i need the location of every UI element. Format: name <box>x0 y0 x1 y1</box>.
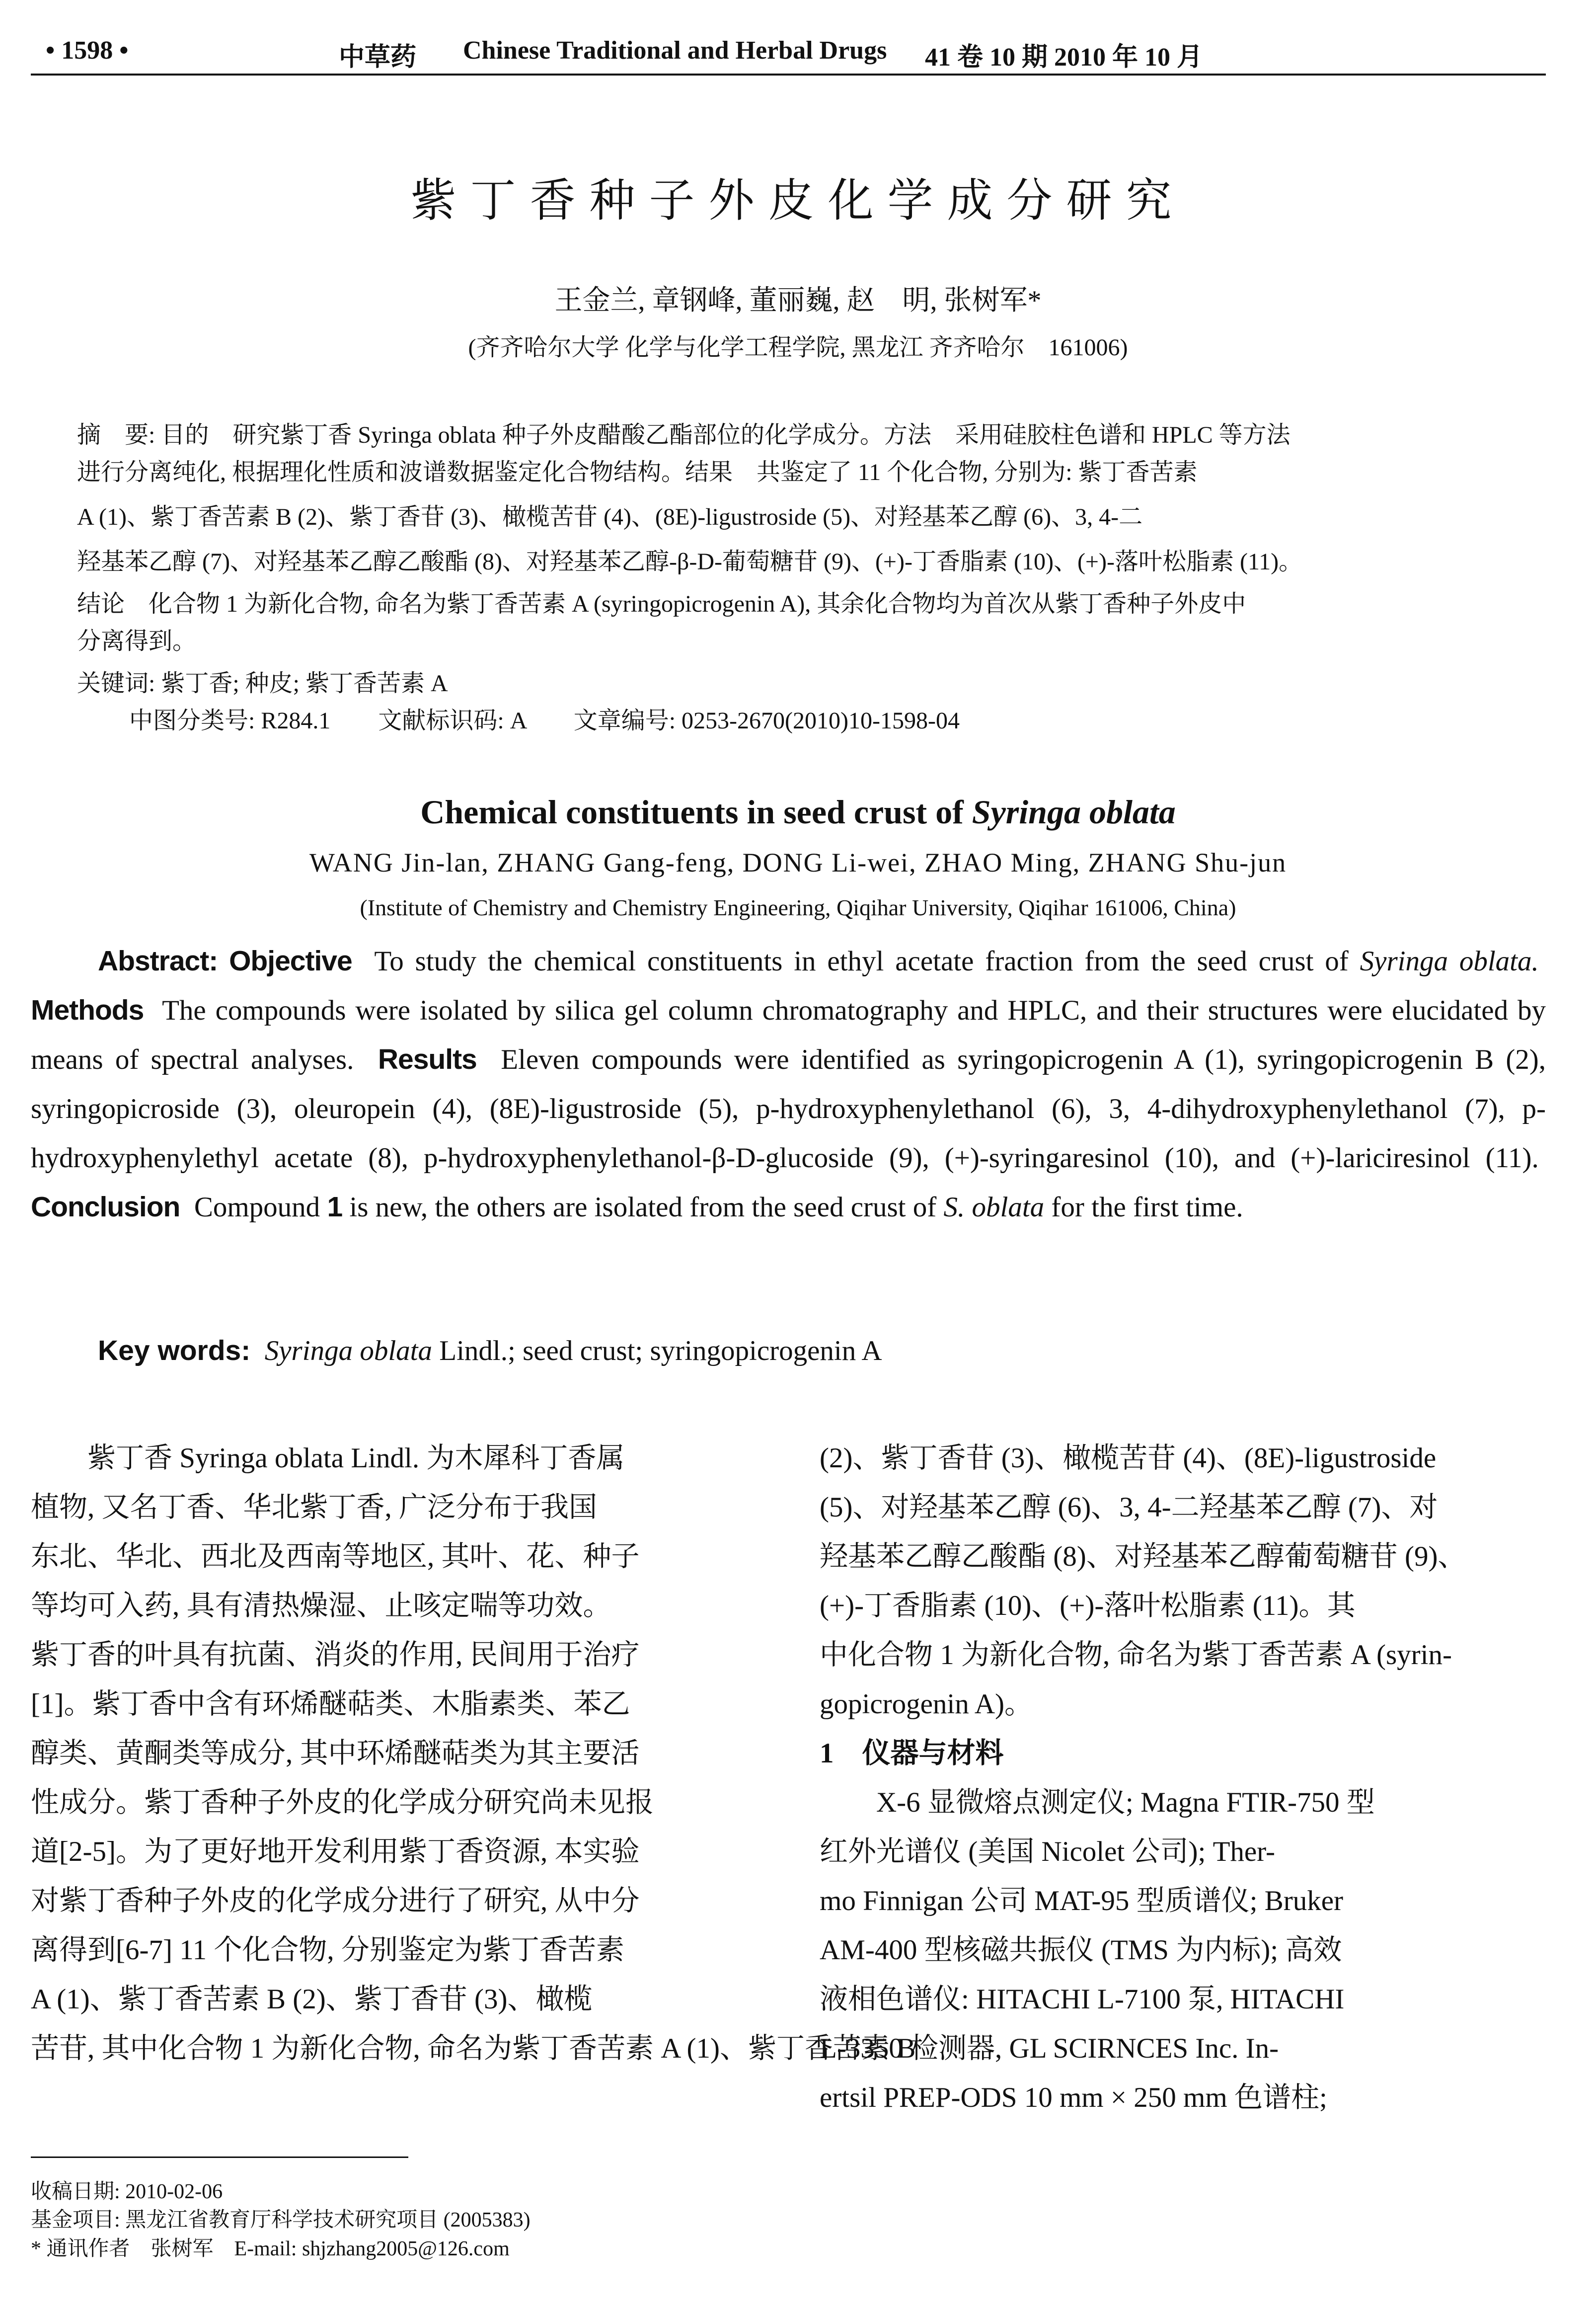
chinese-title: 紫丁香种子外皮化学成分研究 <box>410 175 1186 226</box>
objective-species: Syringa oblata. <box>1360 946 1539 977</box>
chinese-abstract-line: 结论 化合物 1 为新化合物, 命名为紫丁香苦素 A (syringopicrogenin A), 其余化合物均为首次从紫丁香种子外皮中 <box>77 591 1246 617</box>
english-title <box>0 793 1596 832</box>
english-affiliation: (Institute of Chemistry and Chemistry Engineering, Qiqihar University, Qiqihar 161006, China) <box>360 895 1236 920</box>
body-line: 紫丁香 Syringa oblata Lindl. 为木犀科丁香属 <box>31 1442 625 1474</box>
conclusion-compound-number: 1 <box>327 1191 343 1223</box>
keywords-species: Syringa oblata <box>264 1335 432 1366</box>
body-line: [1]。紫丁香中含有环烯醚萜类、木脂素类、苯乙 <box>31 1688 630 1720</box>
body-line: 苦苷, 其中化合物 1 为新化合物, 命名为紫丁香苦素 A (1)、紫丁香苦素 B <box>31 2033 916 2064</box>
body-line: A (1)、紫丁香苦素 B (2)、紫丁香苷 (3)、橄榄 <box>31 1984 593 2015</box>
english-abstract <box>31 937 1546 1232</box>
body-line: ertsil PREP-ODS 10 mm × 250 mm 色谱柱; <box>820 2082 1327 2113</box>
body-line: 离得到[6-7] 11 个化合物, 分别鉴定为紫丁香苦素 <box>31 1934 624 1966</box>
conclusion-species: S. oblata <box>943 1192 1045 1223</box>
body-right-column <box>820 1434 1545 2122</box>
page-marker: • 1598 • <box>46 36 129 65</box>
methods-text: The compounds were isolated by silica gel column chromatography and HPLC, and their structures were elucidated by means of spectral analyses. <box>31 995 1546 1075</box>
chinese-abstract-line: 分离得到。 <box>77 628 197 654</box>
body-line: 红外光谱仪 (美国 Nicolet 公司); Ther- <box>820 1836 1276 1867</box>
english-keywords <box>98 1334 1538 1367</box>
body-line: (+)-丁香脂素 (10)、(+)-落叶松脂素 (11)。其 <box>820 1590 1356 1621</box>
journal-name-en: Chinese Traditional and Herbal Drugs <box>463 36 887 65</box>
header-rule <box>31 74 1546 76</box>
body-line: L-3350 检测器, GL SCIRNCES Inc. In- <box>820 2033 1279 2064</box>
body-line: X-6 显微熔点测定仪; Magna FTIR-750 型 <box>820 1787 1375 1818</box>
footnote-received: 收稿日期: 2010-02-06 <box>31 2180 223 2203</box>
english-title-main: Chemical constituents in seed crust of <box>420 793 964 831</box>
chinese-abstract-line: 摘 要: 目的 研究紫丁香 Syringa oblata 种子外皮醋酸乙酯部位的化学成分。方法 采用硅胶柱色谱和 HPLC 等方法 <box>77 422 1291 448</box>
body-line: mo Finnigan 公司 MAT-95 型质谱仪; Bruker <box>820 1885 1343 1916</box>
chinese-abstract-line: A (1)、紫丁香苦素 B (2)、紫丁香苷 (3)、橄榄苦苷 (4)、(8E)-ligustroside (5)、对羟基苯乙醇 (6)、3, 4-二 <box>77 504 1143 530</box>
journal-name-cn: 中草药 <box>339 43 417 72</box>
body-line: 紫丁香的叶具有抗菌、消炎的作用, 民间用于治疗 <box>31 1639 640 1671</box>
body-line: (2)、紫丁香苷 (3)、橄榄苦苷 (4)、(8E)-ligustroside <box>820 1442 1437 1474</box>
footnote-rule <box>31 2156 408 2158</box>
body-line: (5)、对羟基苯乙醇 (6)、3, 4-二羟基苯乙醇 (7)、对 <box>820 1492 1438 1523</box>
classification-line: 中图分类号: R284.1 文献标识码: A 文章编号: 0253-2670(2010)10-1598-04 <box>129 708 960 734</box>
keywords-label: Key words: <box>98 1335 251 1366</box>
body-line: 东北、华北、西北及西南等地区, 其叶、花、种子 <box>31 1541 640 1572</box>
body-line: 等均可入药, 具有清热燥湿、止咳定喘等功效。 <box>31 1590 611 1621</box>
objective-label: Objective <box>229 945 352 977</box>
english-title-species: Syringa oblata <box>972 793 1176 831</box>
chinese-keywords: 关键词: 紫丁香; 种皮; 紫丁香苦素 A <box>77 670 448 697</box>
chinese-affiliation: (齐齐哈尔大学 化学与化学工程学院, 黑龙江 齐齐哈尔 161006) <box>468 334 1128 361</box>
journal-issue: 41 卷 10 期 2010 年 10 月 <box>925 43 1203 72</box>
chinese-abstract-line: 进行分离纯化, 根据理化性质和波谱数据鉴定化合物结构。结果 共鉴定了 11 个化合物, 分别为: 紫丁香苦素 <box>77 459 1198 485</box>
body-line: 道[2-5]。为了更好地开发利用紫丁香资源, 本实验 <box>31 1836 640 1867</box>
objective-text: To study the chemical constituents in ethyl acetate fraction from the seed crust of <box>374 946 1349 977</box>
body-line: 醇类、黄酮类等成分, 其中环烯醚萜类为其主要活 <box>31 1738 640 1769</box>
methods-label: Methods <box>31 994 144 1026</box>
abstract-label: Abstract: <box>98 945 218 977</box>
keywords-rest: Lindl.; seed crust; syringopicrogenin A <box>439 1335 882 1366</box>
body-line: 羟基苯乙醇乙酸酯 (8)、对羟基苯乙醇葡萄糖苷 (9)、 <box>820 1541 1466 1572</box>
english-authors: WANG Jin-lan, ZHANG Gang-feng, DONG Li-wei, ZHAO Ming, ZHANG Shu-jun <box>309 848 1287 878</box>
results-label: Results <box>378 1043 477 1075</box>
section-heading: 1 仪器与材料 <box>820 1738 1004 1769</box>
chinese-abstract-line: 羟基苯乙醇 (7)、对羟基苯乙醇乙酸酯 (8)、对羟基苯乙醇-β-D-葡萄糖苷 (9)、(+)-丁香脂素 (10)、(+)-落叶松脂素 (11)。 <box>77 549 1303 575</box>
conclusion-text-c: for the first time. <box>1051 1192 1243 1223</box>
results-text: Eleven compounds were identified as syringopicrogenin A (1), syringopicrogenin B (2), syringopicroside (3), oleuropein (4), (8E)-ligustroside (5), p-hydroxyphenylethanol (6), 3, 4-dihydroxyphenylethanol (7), p-hydroxyphenylethyl acetate (8), p-hydroxyphenylethanol-β-D-glucoside (9), (+)-syringaresinol (10), and (+)-lariciresinol (11). <box>31 1044 1546 1174</box>
conclusion-text-a: Compound <box>194 1192 320 1223</box>
chinese-authors: 王金兰, 章钢峰, 董丽巍, 赵 明, 张树军* <box>554 285 1042 316</box>
body-line: 植物, 又名丁香、华北紫丁香, 广泛分布于我国 <box>31 1492 597 1523</box>
conclusion-label: Conclusion <box>31 1191 180 1223</box>
body-line: 液相色谱仪: HITACHI L-7100 泵, HITACHI <box>820 1984 1345 2015</box>
body-line: gopicrogenin A)。 <box>820 1688 1033 1720</box>
footnote-funding: 基金项目: 黑龙江省教育厅科学技术研究项目 (2005383) <box>31 2209 531 2232</box>
body-line: AM-400 型核磁共振仪 (TMS 为内标); 高效 <box>820 1934 1342 1966</box>
running-header <box>31 31 1546 76</box>
footnote-correspondence: * 通讯作者 张树军 E-mail: shjzhang2005@126.com <box>31 2237 510 2260</box>
body-line: 中化合物 1 为新化合物, 命名为紫丁香苦素 A (syrin- <box>820 1639 1452 1671</box>
body-line: 对紫丁香种子外皮的化学成分进行了研究, 从中分 <box>31 1885 640 1916</box>
body-line: 性成分。紫丁香种子外皮的化学成分研究尚未见报 <box>31 1787 654 1818</box>
conclusion-text-b: is new, the others are isolated from the seed crust of <box>349 1192 937 1223</box>
